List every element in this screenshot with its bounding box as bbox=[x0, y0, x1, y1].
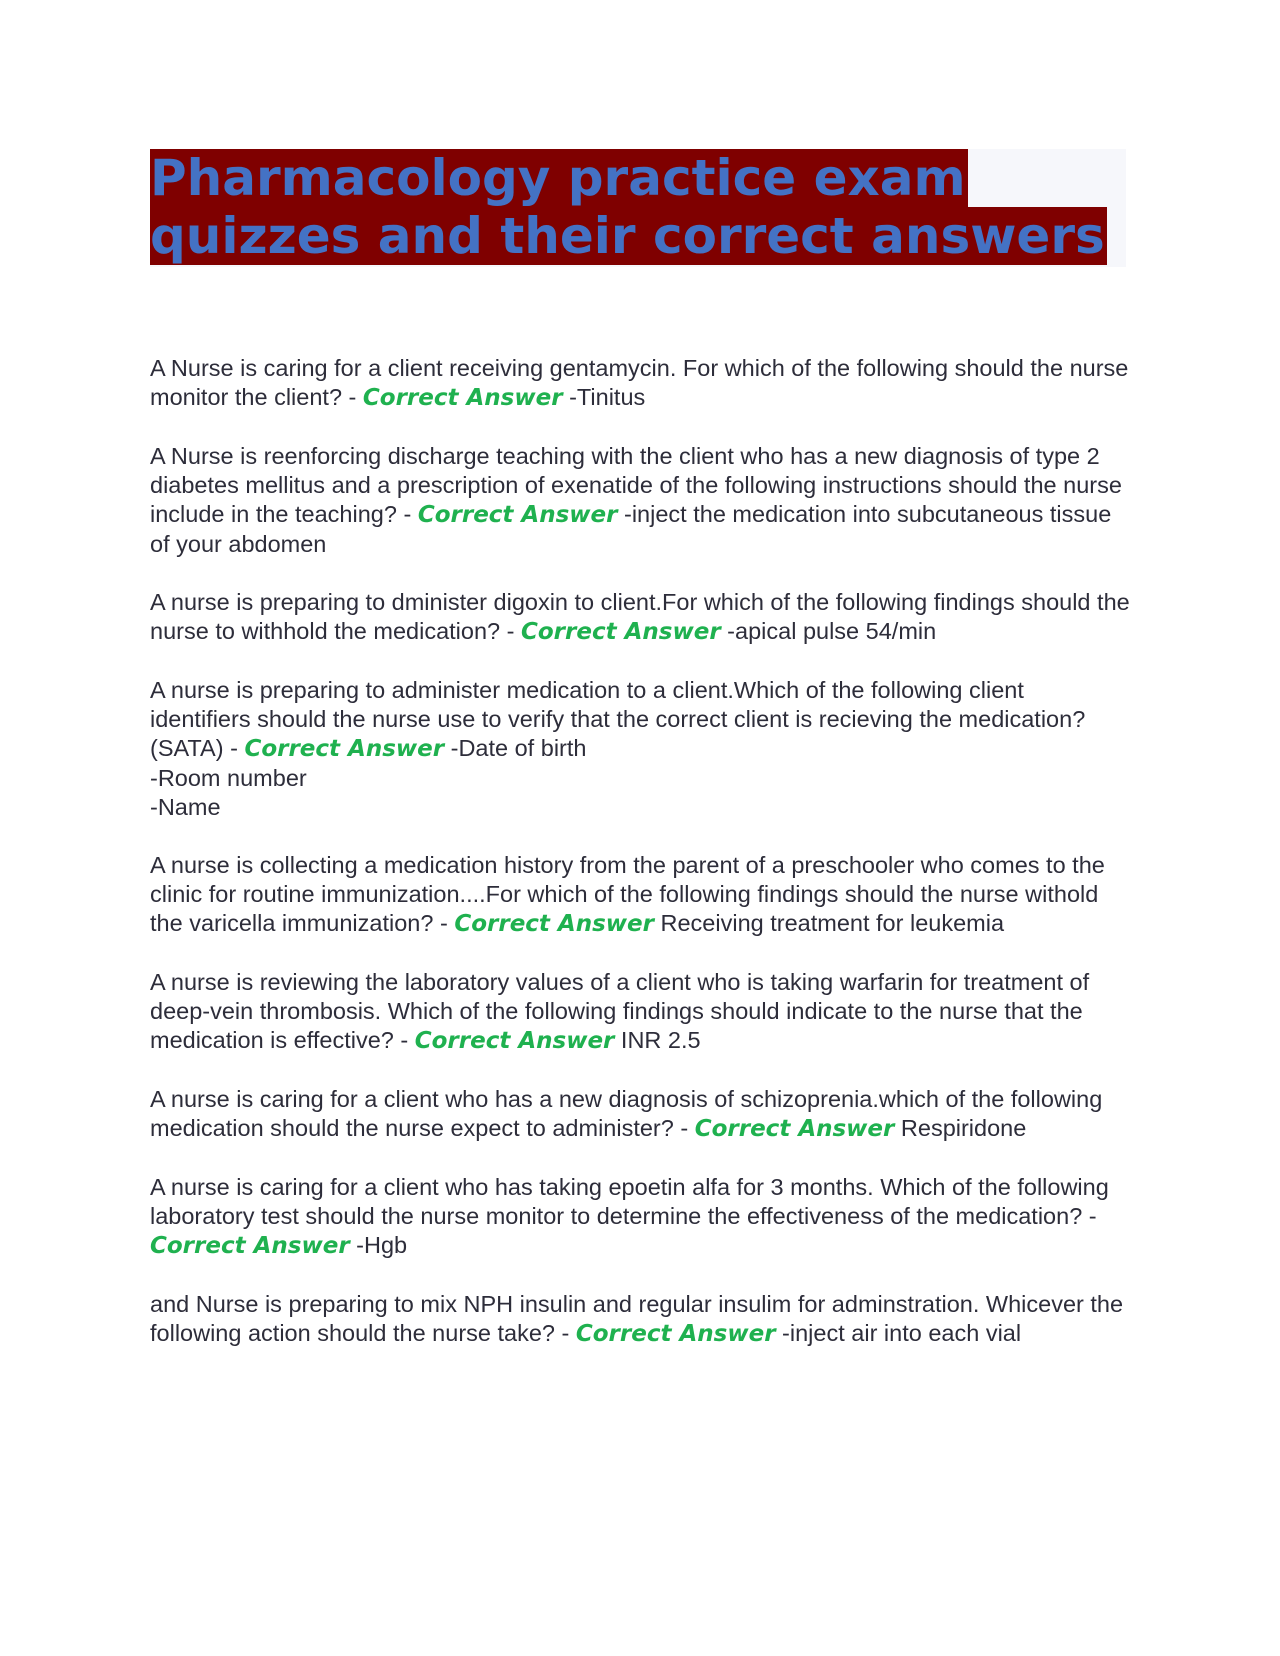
qa-item-9 bbox=[150, 1290, 1130, 1349]
title-line-2: quizzes and their correct answers bbox=[150, 207, 1105, 265]
correct-answer-label: Correct Answer bbox=[521, 619, 721, 645]
question-text: A nurse is preparing to dminister digoxin to client.For which of the following findings should the nurse to withhold the medication? - bbox=[150, 589, 1137, 644]
answer-text: -inject air into each vial bbox=[775, 1320, 1022, 1346]
correct-answer-label: Correct Answer bbox=[694, 1116, 895, 1142]
answer-text: -Hgb bbox=[349, 1232, 408, 1258]
correct-answer-label: Correct Answer bbox=[575, 1321, 776, 1347]
answer-text: Respiridone bbox=[894, 1115, 1027, 1141]
question-text: A nurse is caring for a client who has taking epoetin alfa for 3 months. Which of the following laboratory test should the nurse monitor to determine the effectiveness of the medication? - bbox=[150, 1174, 1116, 1229]
correct-answer-label: Correct Answer bbox=[417, 502, 618, 528]
answer-text: -apical pulse 54/min bbox=[720, 618, 937, 644]
question-text: A Nurse is caring for a client receiving gentamycin. For which of the following should the nurse monitor the client? - bbox=[150, 355, 1135, 410]
correct-answer-label: Correct Answer bbox=[150, 1233, 350, 1259]
answer-text: Receiving treatment for leukemia bbox=[653, 910, 1005, 936]
qa-item-2 bbox=[150, 442, 1130, 559]
qa-item-8 bbox=[150, 1173, 1130, 1261]
answer-text: -inject the medication into subcutaneous tissue of your abdomen bbox=[150, 501, 1118, 557]
question-text: A Nurse is reenforcing discharge teaching with the client who has a new diagnosis of type 2 diabetes mellitus and a prescription of exenatide of the following instructions should the nurse include in the teaching? - bbox=[150, 443, 1129, 527]
question-text: and Nurse is preparing to mix NPH insulin and regular insulim for adminstration. Whicever the following action should the nurse take? - bbox=[150, 1291, 1130, 1346]
question-text: A nurse is caring for a client who has a new diagnosis of schizoprenia.which of the following medication should the nurse expect to administer? - bbox=[150, 1086, 1109, 1141]
document-title bbox=[150, 149, 1126, 267]
qa-item-6 bbox=[150, 968, 1130, 1056]
qa-item-4 bbox=[150, 676, 1130, 822]
qa-item-3 bbox=[150, 588, 1137, 647]
correct-answer-label: Correct Answer bbox=[414, 1028, 615, 1054]
answer-text: -Tinitus bbox=[562, 384, 646, 410]
title-line-1: Pharmacology practice exam bbox=[150, 149, 966, 207]
correct-answer-label: Correct Answer bbox=[454, 911, 654, 937]
qa-item-7 bbox=[150, 1085, 1130, 1144]
question-answer-list bbox=[150, 354, 1137, 1378]
question-text: A nurse is reviewing the laboratory values of a client who is taking warfarin for treatment of deep-vein thrombosis. Which of the following findings should indicate to the nurse that the medication is effective? - bbox=[150, 969, 1096, 1053]
answer-text: -Date of birth -Room number -Name bbox=[150, 735, 587, 820]
correct-answer-label: Correct Answer bbox=[244, 736, 445, 762]
question-text: A nurse is preparing to administer medication to a client.Which of the following client identifiers should the nurse use to verify that the correct client is recieving the medication? (SATA) - bbox=[150, 677, 1092, 761]
question-text: A nurse is collecting a medication history from the parent of a preschooler who comes to the clinic for routine immunization....For which of the following findings should the nurse withold the varicella immunization? - bbox=[150, 852, 1112, 936]
answer-text: INR 2.5 bbox=[614, 1027, 701, 1053]
qa-item-1 bbox=[150, 354, 1135, 413]
qa-item-5 bbox=[150, 851, 1130, 939]
correct-answer-label: Correct Answer bbox=[362, 385, 563, 411]
